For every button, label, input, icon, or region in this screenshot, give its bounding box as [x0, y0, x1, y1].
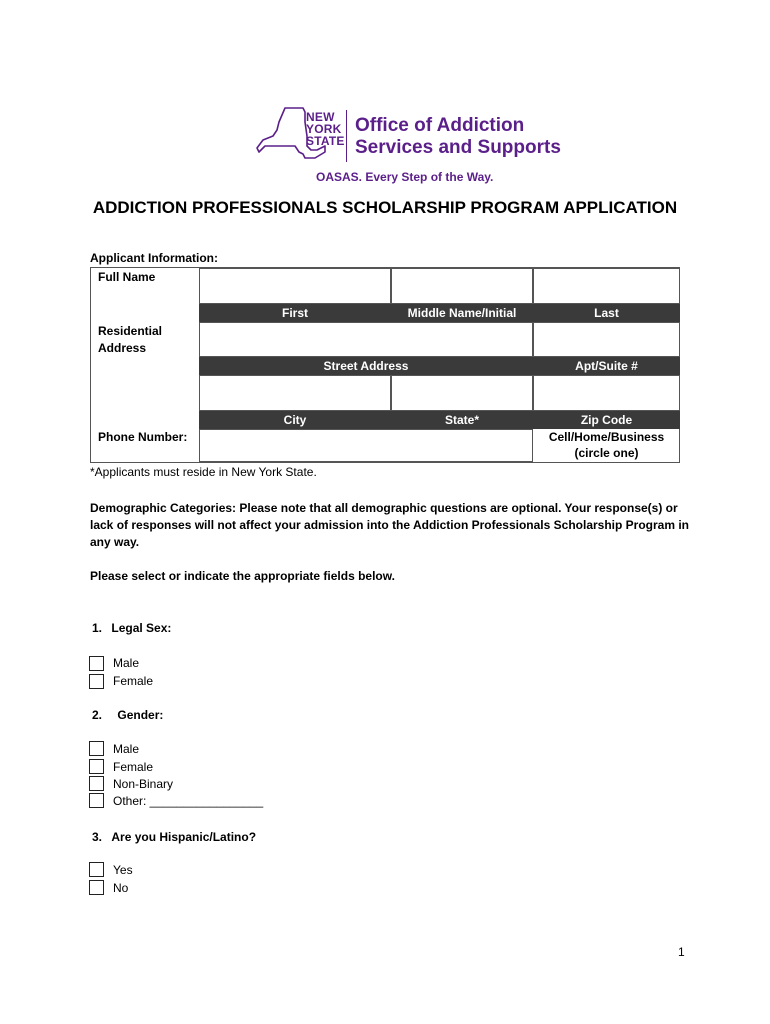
logo-state-line2: YORK: [306, 122, 342, 136]
demographic-notice: Demographic Categories: Please note that all demographic questions are optional. Your response(s) or lack of responses will not affect your admission into the Addiction Professionals Scholarship Program in any way.: [90, 501, 690, 549]
full-name-label: Full Name: [98, 270, 156, 284]
question-2-heading: [92, 708, 163, 722]
question-3-heading: [92, 830, 256, 844]
logo-state-name: [306, 111, 345, 147]
question-1-number: 1.: [92, 621, 103, 635]
question-2-label: Gender:: [117, 708, 164, 722]
street-address-field[interactable]: [199, 322, 533, 357]
address-label-line1: Residential: [98, 324, 163, 338]
gender-male-label: Male: [113, 742, 140, 756]
hispanic-yes-label: Yes: [113, 863, 133, 877]
first-name-caption: First: [199, 304, 391, 322]
gender-female-checkbox[interactable]: [89, 759, 104, 774]
address-label: [98, 323, 162, 357]
logo-state-line3: STATE: [306, 134, 345, 148]
applicant-section-label: Applicant Information:: [90, 251, 218, 265]
question-1-heading: [92, 621, 171, 635]
middle-name-field[interactable]: [391, 268, 533, 304]
address-label-line2: Address: [98, 341, 147, 355]
first-name-field[interactable]: [199, 268, 391, 304]
phone-number-field[interactable]: [199, 429, 533, 462]
city-field[interactable]: [199, 375, 391, 411]
question-3-number: 3.: [92, 830, 103, 844]
page-title: ADDICTION PROFESSIONALS SCHOLARSHIP PROGRAM APPLICATION: [92, 198, 678, 217]
instruction-text: Please select or indicate the appropriate fields below.: [90, 569, 395, 583]
page-number: 1: [678, 945, 685, 959]
phone-type-selector[interactable]: [533, 429, 680, 462]
gender-other-label[interactable]: Other: _________________: [113, 794, 264, 808]
hispanic-no-label: No: [113, 881, 129, 895]
gender-other-checkbox[interactable]: [89, 793, 104, 808]
residency-note: *Applicants must reside in New York State.: [90, 465, 317, 479]
logo-state-line1: NEW: [306, 110, 335, 124]
city-caption: City: [199, 411, 391, 429]
last-name-caption: Last: [533, 304, 680, 322]
logo-office-name: [355, 115, 561, 159]
question-2-number: 2.: [92, 708, 103, 722]
state-caption: State*: [391, 411, 533, 429]
zip-code-caption: Zip Code: [533, 411, 680, 429]
gender-male-checkbox[interactable]: [89, 741, 104, 756]
applicant-info-table: [90, 267, 680, 463]
street-address-caption: Street Address: [199, 357, 533, 375]
last-name-field[interactable]: [533, 268, 680, 304]
gender-nonbinary-label: Non-Binary: [113, 777, 174, 791]
gender-female-label: Female: [113, 760, 154, 774]
question-3-label: Are you Hispanic/Latino?: [111, 830, 257, 844]
question-1-label: Legal Sex:: [111, 621, 172, 635]
middle-name-caption: Middle Name/Initial: [391, 304, 533, 322]
zip-code-field[interactable]: [533, 375, 680, 411]
logo-divider: [346, 110, 347, 162]
logo-office-line1: Office of Addiction: [355, 115, 525, 136]
logo-office-line2: Services and Supports: [355, 137, 561, 158]
phone-type-options[interactable]: Cell/Home/Business: [548, 430, 665, 444]
gender-nonbinary-checkbox[interactable]: [89, 776, 104, 791]
apt-suite-field[interactable]: [533, 322, 680, 357]
phone-number-label: Phone Number:: [98, 430, 188, 444]
legal-sex-male-label: Male: [113, 656, 140, 670]
state-field[interactable]: [391, 375, 533, 411]
legal-sex-female-checkbox[interactable]: [89, 674, 104, 689]
legal-sex-male-checkbox[interactable]: [89, 656, 104, 671]
phone-type-hint: (circle one): [574, 446, 639, 460]
legal-sex-female-label: Female: [113, 674, 154, 688]
apt-suite-caption: Apt/Suite #: [533, 357, 680, 375]
logo-tagline: OASAS. Every Step of the Way.: [316, 170, 494, 184]
hispanic-no-checkbox[interactable]: [89, 880, 104, 895]
hispanic-yes-checkbox[interactable]: [89, 862, 104, 877]
